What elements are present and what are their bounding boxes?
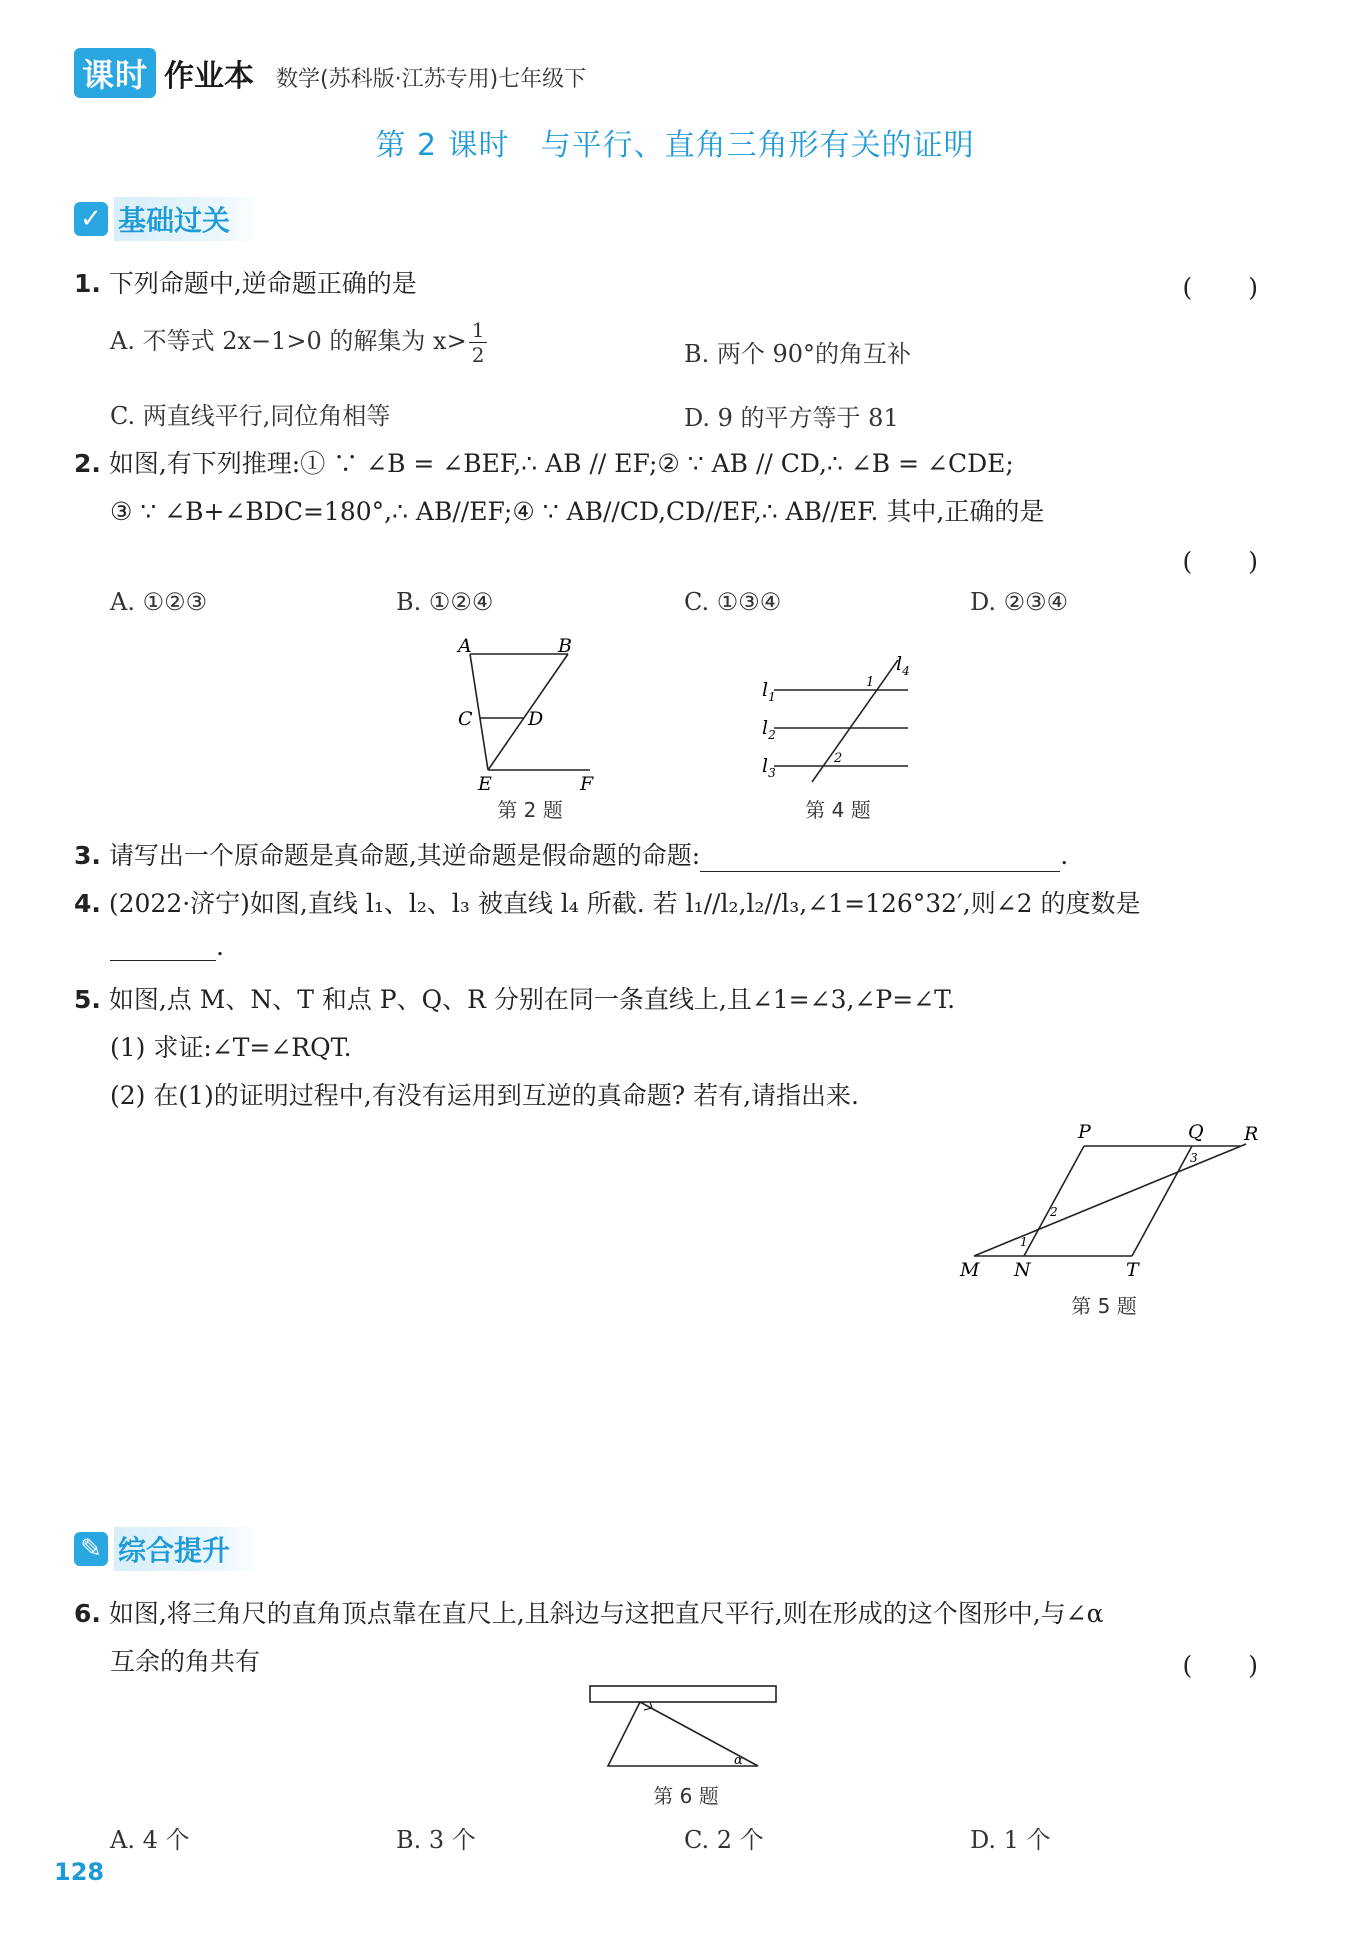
question-line-1: 如图,有下列推理:① ∵ ∠B = ∠BEF,∴ AB // EF;② ∵ AB // CD,∴ ∠B = ∠CDE; xyxy=(108,449,1014,478)
section-basic xyxy=(74,196,260,242)
angle-3-label: 3 xyxy=(1190,1151,1198,1165)
section-basic-label: 基础过关 xyxy=(114,197,260,241)
label-a: A xyxy=(458,635,472,657)
answer-blank[interactable] xyxy=(700,845,1060,872)
alpha-label: α xyxy=(734,1753,743,1768)
question-number: 3. xyxy=(74,841,101,870)
label-l1: $l_1$ xyxy=(762,679,776,704)
question-text: 请写出一个原命题是真命题,其逆命题是假命题的命题: xyxy=(108,841,701,870)
answer-paren: ( ) xyxy=(1182,547,1260,576)
option-a: A. 4 个 xyxy=(110,1826,190,1854)
subscript-2: 2 xyxy=(768,728,776,742)
subject-label: 数学(苏科版·江苏专用)七年级下 xyxy=(276,66,587,92)
segment-qt xyxy=(1132,1146,1192,1256)
label-l4: $l_4$ xyxy=(896,653,910,678)
question-2-line-2: ③ ∵ ∠B+∠BDC=180°,∴ AB//EF;④ ∵ AB//CD,CD//EF,∴ AB//EF. 其中,正确的是 xyxy=(110,497,1045,526)
angle-1-label: 1 xyxy=(1020,1235,1028,1249)
figure-6 xyxy=(580,1676,780,1776)
question-number: 4. xyxy=(74,889,101,918)
page-header xyxy=(74,48,586,98)
option-c: C. ①③④ xyxy=(684,588,782,616)
segment-pn xyxy=(1024,1146,1084,1256)
segment-mr xyxy=(974,1144,1246,1256)
subscript-1: 1 xyxy=(768,690,776,704)
answer-paren: ( ) xyxy=(1182,1651,1260,1680)
section-advanced xyxy=(74,1526,260,1572)
label-m: M xyxy=(960,1259,980,1281)
logo-badge: 课时 xyxy=(74,48,156,98)
question-end: . xyxy=(216,932,224,961)
label-p: P xyxy=(1078,1121,1091,1143)
label-l2: $l_2$ xyxy=(762,717,776,742)
label-q: Q xyxy=(1188,1121,1204,1143)
option-b: B. 两个 90°的角互补 xyxy=(684,340,912,368)
question-4-blank-line xyxy=(110,932,224,961)
option-c: C. 2 个 xyxy=(684,1826,764,1854)
label-t: T xyxy=(1126,1259,1139,1281)
figure-5-caption: 第 5 题 xyxy=(1071,1294,1137,1318)
answer-paren: ( ) xyxy=(1182,273,1260,302)
angle-1-label: 1 xyxy=(866,675,875,690)
question-line-1: 如图,将三角尺的直角顶点靠在直尺上,且斜边与这把直尺平行,则在形成的这个图形中,与∠α xyxy=(108,1599,1104,1628)
option-a xyxy=(110,320,487,365)
question-5 xyxy=(74,980,955,1016)
figure-4-caption: 第 4 题 xyxy=(805,798,871,822)
question-text: (2022·济宁)如图,直线 l₁、l₂、l₃ 被直线 l₄ 所截. 若 l₁//l₂,l₂//l₃,∠1=126°32′,则∠2 的度数是 xyxy=(108,889,1141,918)
option-c: C. 两直线平行,同位角相等 xyxy=(110,402,391,430)
question-stem: 下列命题中,逆命题正确的是 xyxy=(108,269,417,298)
question-6-line-2: 互余的角共有 xyxy=(110,1647,261,1676)
page-number: 128 xyxy=(54,1858,105,1886)
pencil-icon: ✎ xyxy=(74,1532,108,1566)
fraction-denominator: 2 xyxy=(471,343,485,367)
fraction xyxy=(469,320,488,365)
label-l3: $l_3$ xyxy=(762,755,776,780)
question-6 xyxy=(74,1594,1103,1630)
fraction-numerator: 1 xyxy=(469,320,488,343)
label-n: N xyxy=(1014,1259,1031,1281)
option-b: B. ①②④ xyxy=(396,588,494,616)
question-2 xyxy=(74,444,1014,480)
option-b: B. 3 个 xyxy=(396,1826,476,1854)
question-number: 5. xyxy=(74,985,101,1014)
section-advanced-label: 综合提升 xyxy=(114,1527,260,1571)
label-e: E xyxy=(478,773,492,790)
question-5-part-1: (1) 求证:∠T=∠RQT. xyxy=(110,1033,352,1062)
option-d: D. 1 个 xyxy=(970,1826,1051,1854)
question-text: 如图,点 M、N、T 和点 P、Q、R 分别在同一条直线上,且∠1=∠3,∠P=∠T. xyxy=(108,985,956,1014)
subscript-4: 4 xyxy=(902,664,910,678)
option-a: A. ①②③ xyxy=(110,588,208,616)
question-5-part-2: (2) 在(1)的证明过程中,有没有运用到互逆的真命题? 若有,请指出来. xyxy=(110,1081,859,1110)
option-d: D. 9 的平方等于 81 xyxy=(684,404,899,432)
figure-6-caption: 第 6 题 xyxy=(653,1784,719,1808)
question-3 xyxy=(74,836,1068,872)
answer-blank[interactable] xyxy=(110,934,216,961)
line-l4 xyxy=(812,660,898,782)
question-number: 2. xyxy=(74,449,101,478)
segment-ae xyxy=(470,654,488,770)
figure-4 xyxy=(752,648,932,788)
label-b: B xyxy=(558,635,572,657)
check-icon: ✓ xyxy=(74,202,108,236)
ruler xyxy=(590,1686,776,1702)
option-a-text: A. 不等式 2x−1>0 的解集为 x> xyxy=(110,327,467,355)
figure-5 xyxy=(950,1116,1270,1286)
subscript-3: 3 xyxy=(768,766,776,780)
question-1 xyxy=(74,264,417,300)
option-d: D. ②③④ xyxy=(970,588,1069,616)
question-number: 6. xyxy=(74,1599,101,1628)
angle-2-label: 2 xyxy=(834,751,843,766)
label-c: C xyxy=(458,708,473,730)
figure-2 xyxy=(440,630,620,790)
label-r: R xyxy=(1244,1123,1259,1145)
lesson-title: 第 2 课时 与平行、直角三角形有关的证明 xyxy=(375,128,975,163)
question-number: 1. xyxy=(74,269,101,298)
label-f: F xyxy=(580,773,594,790)
figure-2-caption: 第 2 题 xyxy=(497,798,563,822)
label-d: D xyxy=(528,708,544,730)
angle-2-label: 2 xyxy=(1050,1205,1058,1219)
logo-text: 作业本 xyxy=(164,59,255,94)
question-4 xyxy=(74,884,1141,920)
question-end: . xyxy=(1060,841,1069,870)
